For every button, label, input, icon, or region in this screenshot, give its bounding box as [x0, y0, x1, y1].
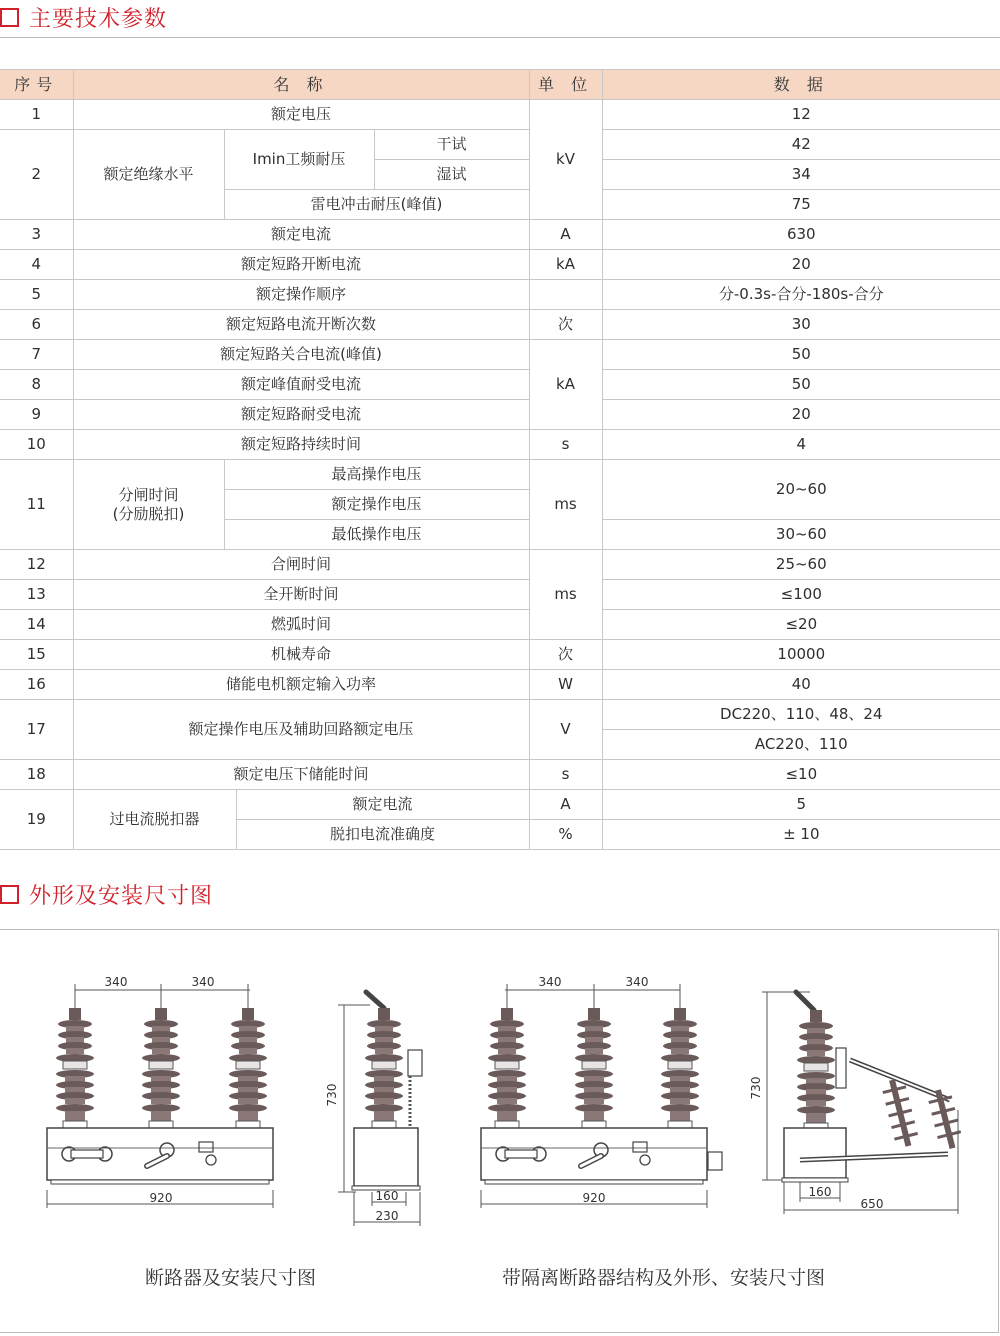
row-name: 额定短路耐受电流 [73, 400, 529, 430]
row-name: 合闸时间 [73, 550, 529, 580]
table-row [0, 340, 1000, 370]
row-value: 34 [602, 160, 1000, 190]
row-value: 50 [602, 340, 1000, 370]
table-row [0, 760, 1000, 790]
row-unit: V [529, 700, 602, 760]
row-name: 额定电压 [73, 100, 529, 130]
row-name: 额定电流 [73, 220, 529, 250]
table-row [0, 100, 1000, 130]
row-unit: A [529, 790, 602, 820]
section-title: 外形及安装尺寸图 [29, 884, 214, 909]
row-unit: W [529, 670, 602, 700]
row-value: 42 [602, 130, 1000, 160]
row-name: 全开断时间 [73, 580, 529, 610]
section-heading-specs [0, 2, 167, 33]
row-value: 分-0.3s-合分-180s-合分 [602, 280, 1000, 310]
row-value: ≤100 [602, 580, 1000, 610]
table-row [0, 250, 1000, 280]
checkbox-square-icon [0, 8, 19, 27]
row-name [73, 460, 224, 550]
row-value: AC220、110 [602, 730, 1000, 760]
table-row [0, 580, 1000, 610]
name-line: 分闸时间 [118, 485, 179, 504]
row-name: 额定峰值耐受电流 [73, 370, 529, 400]
row-value: 10000 [602, 640, 1000, 670]
table-row [0, 790, 1000, 820]
drawings-frame [0, 929, 999, 1333]
table-header [0, 70, 1000, 100]
header-no: 序号 [0, 70, 73, 100]
section-heading-drawings [0, 879, 213, 910]
table-row [0, 460, 1000, 490]
row-value: ≤20 [602, 610, 1000, 640]
dim-spacing: 340 [625, 975, 649, 989]
row-name: 额定短路关合电流(峰值) [73, 340, 529, 370]
row-name: 过电流脱扣器 [73, 790, 236, 850]
drawing-side-view-b [325, 992, 422, 1226]
row-no: 2 [0, 130, 73, 220]
row-no: 1 [0, 100, 73, 130]
row-no: 6 [0, 310, 73, 340]
row-unit: 次 [529, 640, 602, 670]
table-row [0, 370, 1000, 400]
row-value: ± 10 [602, 820, 1000, 850]
row-name: 额定操作顺序 [73, 280, 529, 310]
row-subname: 湿试 [374, 160, 529, 190]
row-value: ≤10 [602, 760, 1000, 790]
row-unit: A [529, 220, 602, 250]
row-subname: 最高操作电压 [224, 460, 529, 490]
row-no: 7 [0, 340, 73, 370]
row-unit: kA [529, 340, 602, 430]
row-subname: 额定电流 [236, 790, 529, 820]
row-name: 额定操作电压及辅助回路额定电压 [73, 700, 529, 760]
row-unit: ms [529, 550, 602, 640]
row-unit: % [529, 820, 602, 850]
row-value: 30 [602, 310, 1000, 340]
spec-table [0, 69, 1000, 850]
row-unit: s [529, 430, 602, 460]
dim-spacing: 340 [104, 975, 128, 989]
row-name: 储能电机额定输入功率 [73, 670, 529, 700]
dim-depth: 230 [375, 1209, 399, 1223]
table-row [0, 640, 1000, 670]
row-unit: kV [529, 100, 602, 220]
table-row [0, 400, 1000, 430]
table-row [0, 220, 1000, 250]
header-value: 数 据 [602, 70, 1000, 100]
row-unit [529, 280, 602, 310]
header-unit: 单 位 [529, 70, 602, 100]
row-no: 5 [0, 280, 73, 310]
row-name: 额定短路开断电流 [73, 250, 529, 280]
dim-width: 920 [582, 1191, 606, 1205]
row-name: 燃弧时间 [73, 610, 529, 640]
row-subname: Imin工频耐压 [224, 130, 374, 190]
row-value: 20 [602, 250, 1000, 280]
row-value: 5 [602, 790, 1000, 820]
table-row [0, 430, 1000, 460]
row-no: 19 [0, 790, 73, 850]
row-subname: 脱扣电流准确度 [236, 820, 529, 850]
row-no: 9 [0, 400, 73, 430]
row-subname: 干试 [374, 130, 529, 160]
row-value: 20 [602, 400, 1000, 430]
drawing-front-view-a [47, 975, 273, 1208]
row-no: 8 [0, 370, 73, 400]
row-name: 机械寿命 [73, 640, 529, 670]
table-row [0, 130, 1000, 160]
row-value: 30~60 [602, 520, 1000, 550]
row-subname: 雷电冲击耐压(峰值) [224, 190, 529, 220]
row-no: 18 [0, 760, 73, 790]
row-value: 12 [602, 100, 1000, 130]
row-value: 25~60 [602, 550, 1000, 580]
dim-base: 160 [375, 1189, 399, 1203]
caption-right: 带隔离断路器结构及外形、安装尺寸图 [502, 1267, 826, 1289]
dim-base: 160 [808, 1185, 832, 1199]
row-no: 13 [0, 580, 73, 610]
row-no: 15 [0, 640, 73, 670]
row-unit: ms [529, 460, 602, 550]
dim-width: 920 [149, 1191, 173, 1205]
row-subname: 最低操作电压 [224, 520, 529, 550]
header-name: 名 称 [73, 70, 529, 100]
checkbox-square-icon [0, 885, 19, 904]
dim-height: 730 [749, 1076, 763, 1100]
section-title: 主要技术参数 [29, 7, 168, 32]
row-value: 40 [602, 670, 1000, 700]
table-row [0, 550, 1000, 580]
row-unit: kA [529, 250, 602, 280]
table-row [0, 670, 1000, 700]
divider [0, 37, 1000, 38]
row-unit: s [529, 760, 602, 790]
table-row [0, 310, 1000, 340]
dim-height: 730 [325, 1083, 339, 1107]
row-subname: 额定操作电压 [224, 490, 529, 520]
row-unit: 次 [529, 310, 602, 340]
row-value: DC220、110、48、24 [602, 700, 1000, 730]
row-no: 3 [0, 220, 73, 250]
dim-spacing: 340 [191, 975, 215, 989]
row-name: 额定绝缘水平 [73, 130, 224, 220]
row-no: 12 [0, 550, 73, 580]
row-name: 额定短路电流开断次数 [73, 310, 529, 340]
name-line: (分励脱扣) [112, 504, 185, 523]
row-no: 4 [0, 250, 73, 280]
row-value: 20~60 [602, 460, 1000, 520]
drawing-front-view-c [481, 975, 722, 1208]
dim-depth: 650 [860, 1197, 884, 1211]
row-value: 630 [602, 220, 1000, 250]
row-name: 额定短路持续时间 [73, 430, 529, 460]
row-no: 17 [0, 700, 73, 760]
caption-left: 断路器及安装尺寸图 [145, 1267, 317, 1289]
row-no: 16 [0, 670, 73, 700]
table-row [0, 280, 1000, 310]
row-name: 额定电压下储能时间 [73, 760, 529, 790]
table-row [0, 610, 1000, 640]
table-row [0, 700, 1000, 730]
row-no: 11 [0, 460, 73, 550]
dim-spacing: 340 [538, 975, 562, 989]
row-value: 75 [602, 190, 1000, 220]
drawing-side-view-d [749, 992, 964, 1214]
row-no: 14 [0, 610, 73, 640]
row-value: 50 [602, 370, 1000, 400]
row-no: 10 [0, 430, 73, 460]
row-value: 4 [602, 430, 1000, 460]
